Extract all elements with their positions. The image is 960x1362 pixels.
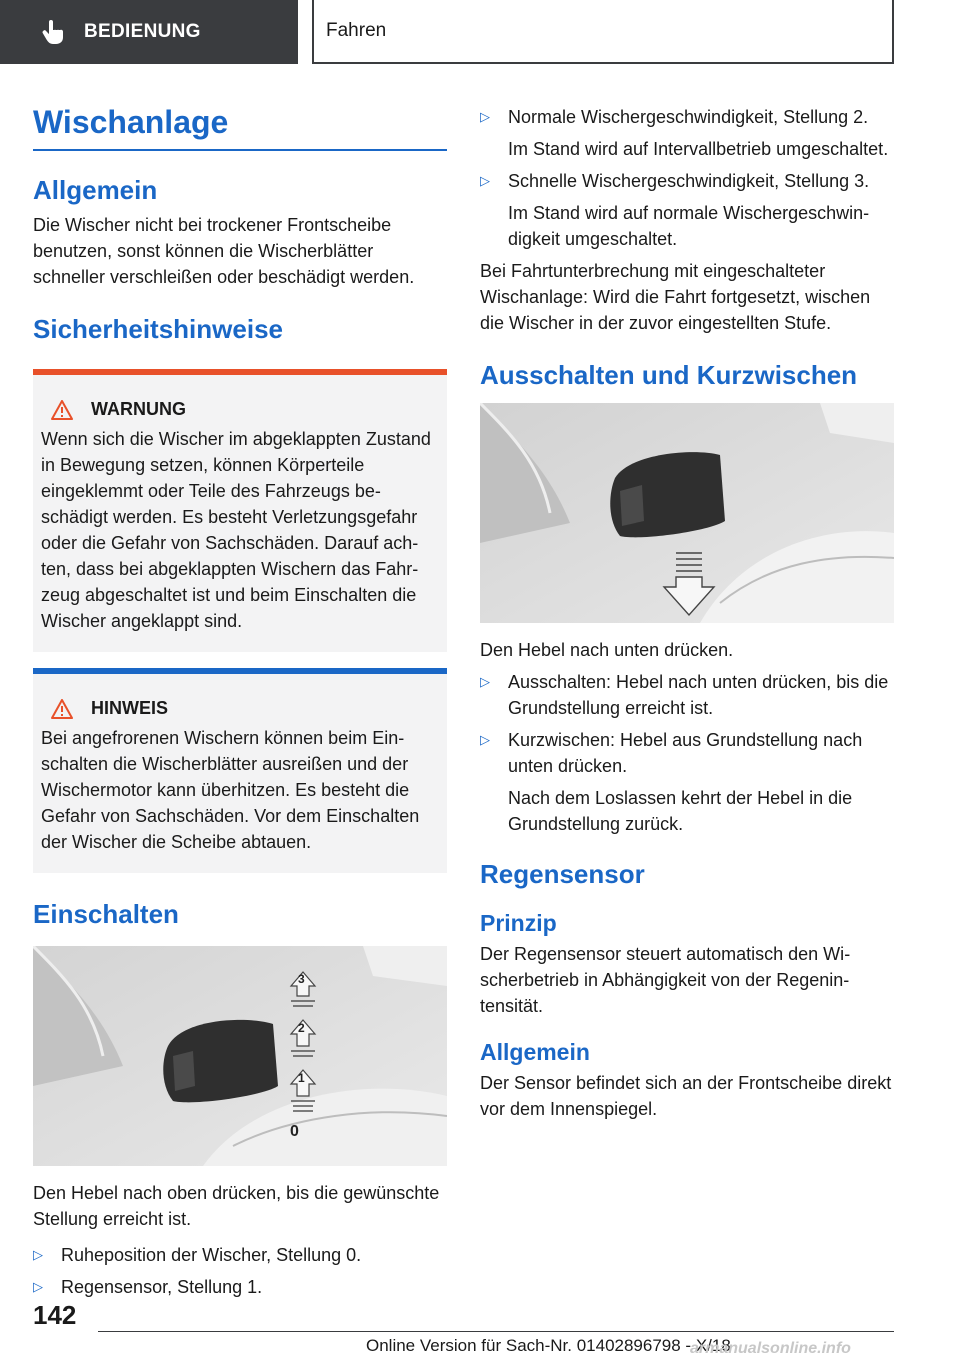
footer-divider xyxy=(98,1331,894,1332)
list-item-text: Ausschalten: Hebel nach unten drücken, bis die Grundstellung erreicht ist. xyxy=(508,672,889,718)
warning-label: WARNUNG xyxy=(91,399,186,419)
triangle-bullet-icon: ▷ xyxy=(33,1279,43,1294)
interrupt-paragraph: Bei Fahrtunterbrechung mit eingeschalteter Wischanlage: Wird die Fahrt fortgesetzt, wischen die Wischer in der zuvor eingestellten Stufe. xyxy=(480,261,871,333)
warning-box xyxy=(33,369,447,652)
wiper-lever-up-photo xyxy=(33,946,447,1166)
warning-triangle-icon xyxy=(51,699,73,719)
sensor-allgemein-paragraph: Der Sensor befindet sich an der Frontscheibe direkt vor dem Innenspiegel. xyxy=(480,1073,892,1119)
triangle-bullet-icon: ▷ xyxy=(480,109,490,124)
list-item-text: Normale Wischergeschwindigkeit, Stellung 2. xyxy=(508,107,869,127)
triangle-bullet-icon: ▷ xyxy=(480,173,490,188)
chapter-tab xyxy=(312,0,894,64)
right-column xyxy=(480,104,894,1122)
list-item-text: Schnelle Wischergeschwindigkeit, Stellung 3. xyxy=(508,171,870,191)
position-label-2: 2 xyxy=(298,1021,305,1035)
section-tab xyxy=(0,0,298,64)
triangle-bullet-icon: ▷ xyxy=(480,732,490,747)
position-label-0: 0 xyxy=(290,1123,299,1140)
list-item-text: Kurzwischen: Hebel aus Grundstellung nach unten drücken. xyxy=(508,730,863,776)
warning-header xyxy=(41,399,439,420)
list-item-subtext: Nach dem Loslassen kehrt der Hebel in die Grundstellung zurück. xyxy=(508,788,853,834)
hand-pointer-icon xyxy=(40,19,66,45)
warning-text: Wenn sich die Wischer im abgeklappten Zustand in Bewegung setzen, können Körperteile eingeklemmt oder Teile des Fahrzeugs beschädigt werden. Es besteht Verletzungsgefahr oder die Gefahr von Sachschäden. Darauf achten, dass bei abgeklappten Wischern das Fahrzeug abgeschaltet ist und beim Einschalten die Wischer angeklappt sind. xyxy=(41,429,431,631)
list-item-text: Regensensor, Stellung 1. xyxy=(61,1277,263,1297)
page-number: 142 xyxy=(33,1300,77,1330)
section-label: BEDIENUNG xyxy=(84,21,201,42)
list-item xyxy=(33,1274,447,1300)
chapter-label: Fahren xyxy=(326,20,387,41)
page-title: Wischanlage xyxy=(33,104,447,151)
triangle-bullet-icon: ▷ xyxy=(480,674,490,689)
list-item-text: Ruheposition der Wischer, Stellung 0. xyxy=(61,1245,362,1265)
allgemein-heading: Allgemein xyxy=(33,175,158,205)
list-item-subtext: Im Stand wird auf Intervallbetrieb umgeschaltet. xyxy=(508,139,889,159)
note-text: Bei angefrorenen Wischern können beim Einschalten die Wischerblätter ausreißen und der Wischermotor kann überhitzen. Es besteht die Gefahr von Sachschäden. Vor dem Einschalten der Wischer die Scheibe abtauen. xyxy=(41,728,420,852)
allgemein-paragraph: Die Wischer nicht bei trockener Frontscheibe benutzen, sonst können die Wischerblätter schneller verschleißen oder beschädigt werden. xyxy=(33,215,415,287)
safety-heading: Sicherheitshinweise xyxy=(33,314,283,344)
off-heading: Ausschalten und Kurzwischen xyxy=(480,360,858,390)
position-label-3: 3 xyxy=(298,972,305,986)
triangle-bullet-icon: ▷ xyxy=(33,1247,43,1262)
warning-triangle-icon xyxy=(51,400,73,420)
einschalten-heading: Einschalten xyxy=(33,899,179,929)
prinzip-heading: Prinzip xyxy=(480,910,557,936)
wiper-lever-down-photo xyxy=(480,403,894,623)
rain-sensor-heading: Regensensor xyxy=(480,859,645,889)
list-item xyxy=(33,1242,447,1268)
left-column xyxy=(33,100,447,1300)
note-box xyxy=(33,668,447,873)
list-item xyxy=(480,104,894,130)
list-item-subtext: Im Stand wird auf normale Wischergeschwindigkeit umgeschaltet. xyxy=(508,203,870,249)
prinzip-paragraph: Der Regensensor steuert automatisch den Wischerbetrieb in Abhängigkeit von der Regenintensität. xyxy=(480,944,851,1016)
note-header xyxy=(41,698,439,719)
list-item xyxy=(480,168,894,194)
sensor-allgemein-heading: Allgemein xyxy=(480,1039,590,1065)
online-version-note: Online Version für Sach-Nr. 01402896798 - X/18 xyxy=(366,1336,731,1355)
list-item xyxy=(480,669,894,721)
watermark: armanualsonline.info xyxy=(690,1340,851,1357)
position-label-1: 1 xyxy=(298,1071,305,1085)
off-paragraph: Den Hebel nach unten drücken. xyxy=(480,640,734,660)
note-label: HINWEIS xyxy=(91,698,169,718)
list-item xyxy=(480,727,894,779)
einschalten-paragraph: Den Hebel nach oben drücken, bis die gewünschte Stellung erreicht ist. xyxy=(33,1183,440,1229)
